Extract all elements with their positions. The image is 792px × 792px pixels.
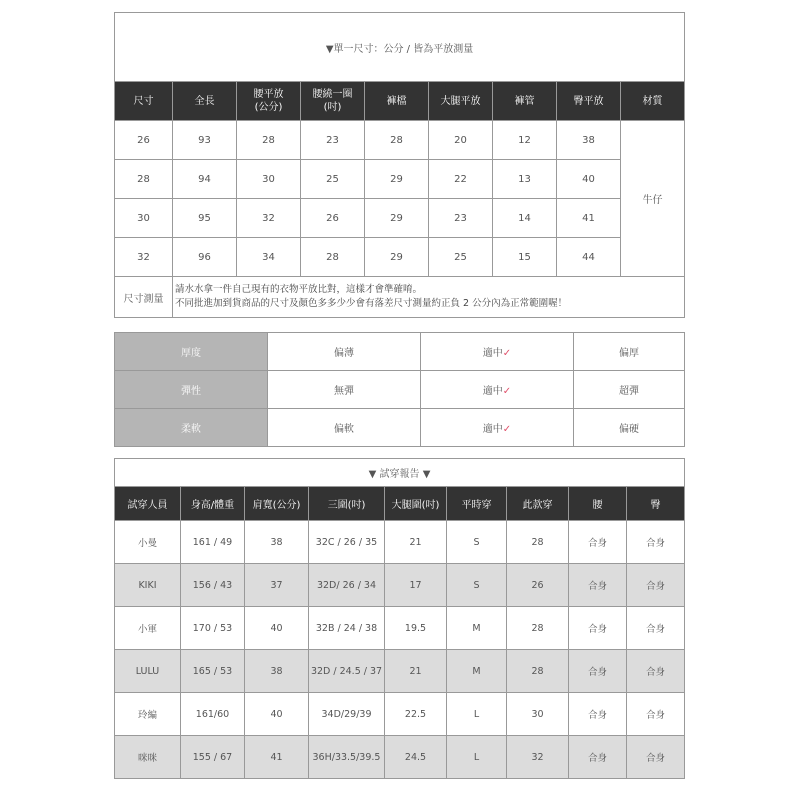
height-weight-cell: 156 / 43	[181, 564, 245, 607]
shoulder-cell: 38	[245, 650, 309, 693]
fabric-feel-table	[114, 332, 685, 447]
tester-row	[115, 521, 685, 564]
fabric-feel-row	[115, 409, 685, 447]
measurements-cell: 32C / 26 / 35	[309, 521, 385, 564]
leg-opening-col-header: 褲管	[493, 82, 557, 121]
fit-report-table	[114, 458, 685, 779]
height-weight-cell: 161 / 49	[181, 521, 245, 564]
size-row	[115, 121, 685, 160]
waist-around-cell: 25	[301, 160, 365, 199]
tester-row	[115, 564, 685, 607]
measurements-cell: 32B / 24 / 38	[309, 607, 385, 650]
thigh-cell: 25	[429, 238, 493, 277]
fit-report-header-row	[115, 487, 685, 521]
thigh-cell: 20	[429, 121, 493, 160]
tester-name-cell: 咪咪	[115, 736, 181, 779]
hip-fit-col-header: 臀	[627, 487, 685, 521]
measurements-cell: 32D/ 26 / 34	[309, 564, 385, 607]
feel-option	[574, 333, 685, 371]
hip-cell: 38	[557, 121, 621, 160]
height-weight-cell: 161/60	[181, 693, 245, 736]
check-icon: ✓	[502, 386, 512, 397]
this-size-cell: 26	[507, 564, 569, 607]
fabric-feel-row	[115, 371, 685, 409]
waist-fit-cell: 合身	[569, 650, 627, 693]
feel-option	[268, 333, 421, 371]
waist-flat-label: 腰平放 (公分)	[253, 89, 284, 113]
thigh-cell: 22.5	[385, 693, 447, 736]
size-row	[115, 238, 685, 277]
height-weight-cell: 170 / 53	[181, 607, 245, 650]
thigh-cell: 21	[385, 650, 447, 693]
measurements-cell: 32D / 24.5 / 37	[309, 650, 385, 693]
waist-flat-cell: 32	[237, 199, 301, 238]
waist-fit-col-header: 腰	[569, 487, 627, 521]
shoulder-cell: 40	[245, 693, 309, 736]
fabric-feel-row	[115, 333, 685, 371]
this-size-cell: 28	[507, 650, 569, 693]
thigh-cell: 21	[385, 521, 447, 564]
measurement-note-label: 尺寸測量	[115, 277, 173, 318]
hip-cell: 41	[557, 199, 621, 238]
feel-option	[268, 371, 421, 409]
size-cell: 32	[115, 238, 173, 277]
feel-option-label: 無彈	[334, 386, 354, 397]
feel-option-label: 適中	[482, 424, 503, 435]
feel-option	[574, 371, 685, 409]
waist-fit-cell: 合身	[569, 564, 627, 607]
waist-around-cell: 23	[301, 121, 365, 160]
height-weight-cell: 165 / 53	[181, 650, 245, 693]
this-size-cell: 28	[507, 521, 569, 564]
height-weight-col-header: 身高/體重	[181, 487, 245, 521]
hip-fit-cell: 合身	[627, 521, 685, 564]
thigh-cell: 22	[429, 160, 493, 199]
usual-size-col-header: 平時穿	[447, 487, 507, 521]
height-weight-cell: 155 / 67	[181, 736, 245, 779]
measurements-col-header: 三圍(吋)	[309, 487, 385, 521]
tester-row	[115, 650, 685, 693]
material-cell: 牛仔	[621, 121, 685, 277]
thigh-col-header: 大腿圍(吋)	[385, 487, 447, 521]
fit-report-body	[115, 521, 685, 779]
thickness-label: 厚度	[115, 333, 268, 371]
size-col-header: 尺寸	[115, 82, 173, 121]
waist-around-cell: 28	[301, 238, 365, 277]
check-icon: ✓	[502, 424, 512, 435]
size-cell: 26	[115, 121, 173, 160]
thigh-col-header: 大腿平放	[429, 82, 493, 121]
rise-cell: 28	[365, 121, 429, 160]
thigh-cell: 23	[429, 199, 493, 238]
shoulder-cell: 38	[245, 521, 309, 564]
length-cell: 94	[173, 160, 237, 199]
waist-flat-col-header	[237, 82, 301, 121]
size-chart-title: ▼單一尺寸：公分 / 皆為平放測量	[115, 13, 685, 82]
size-chart-table	[114, 12, 685, 318]
shoulder-col-header: 肩寬(公分)	[245, 487, 309, 521]
hip-fit-cell: 合身	[627, 607, 685, 650]
feel-option-label: 超彈	[619, 386, 639, 397]
size-cell: 28	[115, 160, 173, 199]
shoulder-cell: 40	[245, 607, 309, 650]
waist-fit-cell: 合身	[569, 607, 627, 650]
measurement-note	[173, 277, 685, 318]
usual-size-cell: S	[447, 564, 507, 607]
leg-opening-cell: 14	[493, 199, 557, 238]
rise-col-header: 褲檔	[365, 82, 429, 121]
measurements-cell: 36H/33.5/39.5	[309, 736, 385, 779]
size-chart-header-row	[115, 82, 685, 121]
feel-option-label: 適中	[482, 386, 503, 397]
measurements-cell: 34D/29/39	[309, 693, 385, 736]
length-cell: 95	[173, 199, 237, 238]
tester-name-cell: LULU	[115, 650, 181, 693]
material-col-header: 材質	[621, 82, 685, 121]
hip-fit-cell: 合身	[627, 650, 685, 693]
feel-option-label: 偏薄	[334, 348, 354, 359]
tester-name-cell: KIKI	[115, 564, 181, 607]
softness-label: 柔軟	[115, 409, 268, 447]
feel-option	[574, 409, 685, 447]
rise-cell: 29	[365, 160, 429, 199]
tester-row	[115, 736, 685, 779]
tester-col-header: 試穿人員	[115, 487, 181, 521]
waist-flat-cell: 34	[237, 238, 301, 277]
tester-row	[115, 693, 685, 736]
size-cell: 30	[115, 199, 173, 238]
rise-cell: 29	[365, 238, 429, 277]
waist-flat-cell: 30	[237, 160, 301, 199]
this-size-cell: 32	[507, 736, 569, 779]
this-size-cell: 28	[507, 607, 569, 650]
waist-around-cell: 26	[301, 199, 365, 238]
this-size-col-header: 此款穿	[507, 487, 569, 521]
feel-option	[421, 333, 574, 371]
hip-fit-cell: 合身	[627, 693, 685, 736]
length-cell: 96	[173, 238, 237, 277]
thigh-cell: 24.5	[385, 736, 447, 779]
check-icon: ✓	[502, 348, 512, 359]
usual-size-cell: M	[447, 650, 507, 693]
hip-fit-cell: 合身	[627, 736, 685, 779]
length-col-header: 全長	[173, 82, 237, 121]
elasticity-label: 彈性	[115, 371, 268, 409]
shoulder-cell: 41	[245, 736, 309, 779]
feel-option-label: 偏厚	[619, 348, 639, 359]
this-size-cell: 30	[507, 693, 569, 736]
size-row	[115, 199, 685, 238]
rise-cell: 29	[365, 199, 429, 238]
hip-cell: 40	[557, 160, 621, 199]
hip-cell: 44	[557, 238, 621, 277]
measurement-note-line: 請水水拿一件自己現有的衣物平放比對，這樣才會準確唷。	[175, 284, 423, 295]
leg-opening-cell: 15	[493, 238, 557, 277]
waist-fit-cell: 合身	[569, 736, 627, 779]
shoulder-cell: 37	[245, 564, 309, 607]
feel-option	[421, 409, 574, 447]
usual-size-cell: S	[447, 521, 507, 564]
usual-size-cell: L	[447, 693, 507, 736]
thigh-cell: 19.5	[385, 607, 447, 650]
feel-option-label: 適中	[482, 348, 503, 359]
waist-around-label: 腰繞一圈 (吋)	[312, 89, 353, 113]
hip-col-header: 臀平放	[557, 82, 621, 121]
feel-option-label: 偏軟	[334, 424, 354, 435]
feel-option-label: 偏硬	[619, 424, 639, 435]
feel-option	[268, 409, 421, 447]
size-row	[115, 160, 685, 199]
tester-row	[115, 607, 685, 650]
feel-option	[421, 371, 574, 409]
waist-around-col-header	[301, 82, 365, 121]
hip-fit-cell: 合身	[627, 564, 685, 607]
waist-fit-cell: 合身	[569, 521, 627, 564]
tester-name-cell: 小曼	[115, 521, 181, 564]
waist-flat-cell: 28	[237, 121, 301, 160]
fit-report-title: ▼ 試穿報告 ▼	[115, 459, 685, 487]
usual-size-cell: M	[447, 607, 507, 650]
length-cell: 93	[173, 121, 237, 160]
tester-name-cell: 小軍	[115, 607, 181, 650]
leg-opening-cell: 12	[493, 121, 557, 160]
leg-opening-cell: 13	[493, 160, 557, 199]
measurement-note-line: 不同批進加到貨商品的尺寸及顏色多多少少會有落差尺寸測量約正負 2 公分內為正常範圍喔！	[175, 298, 568, 309]
thigh-cell: 17	[385, 564, 447, 607]
usual-size-cell: L	[447, 736, 507, 779]
waist-fit-cell: 合身	[569, 693, 627, 736]
tester-name-cell: 玲編	[115, 693, 181, 736]
